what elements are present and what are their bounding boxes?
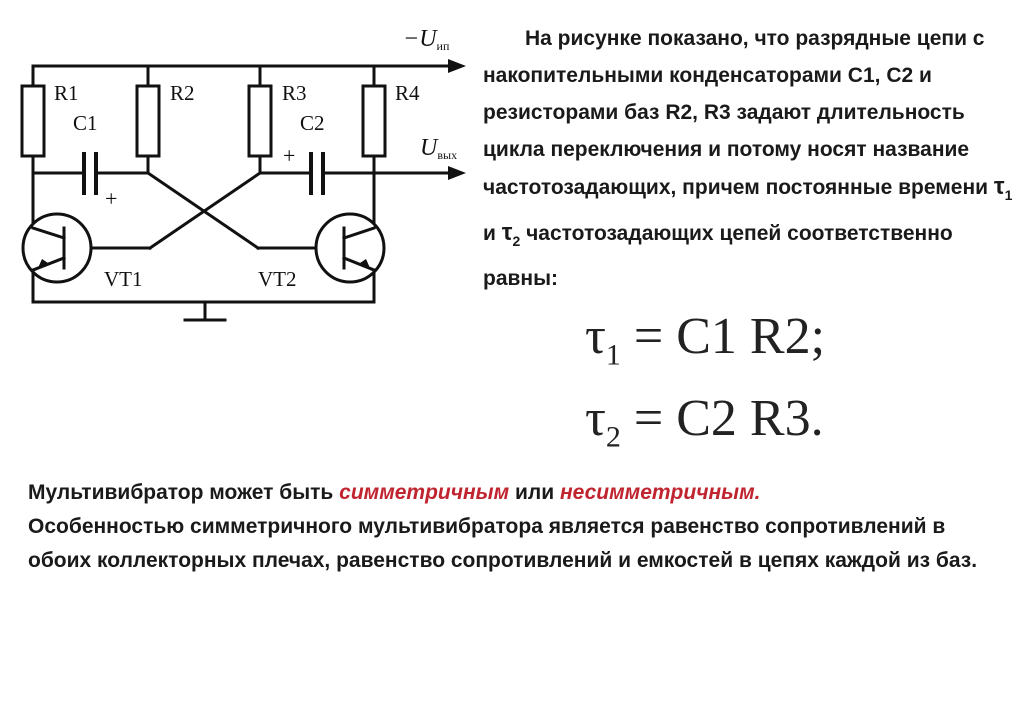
plus-c2: + [283,143,296,168]
label-r3: R3 [282,81,307,105]
label-c1: C1 [73,111,98,135]
resistor-r1 [22,86,44,156]
resistor-r3 [249,86,271,156]
formula-tau1: $\tau_1 = C1$ R2; [585,308,826,372]
term-asymmetric: несимметричным. [560,481,761,504]
supply-arrowhead [448,59,466,73]
intro-tail: частотозадающих цепей соответственно равны: [483,221,953,290]
label-r4: R4 [395,81,420,105]
body-paragraph: Мультивибратор может быть симметричным или несимметричным. Особенностью симметричного мультивибратора является равенство сопротивлений в обоих коллекторных плечах, равенство сопротивлений и емкостей в цепях каждой из баз. [28,481,978,572]
label-c2: C2 [300,111,325,135]
multivibrator-circuit-diagram [0,0,480,340]
label-output: Uвых [420,135,458,162]
intro-paragraph: На рисунке показано, что разрядные цепи с накопительными конденсаторами C1, C2 и резисторами баз R2, R3 задают длительность цикла переключения и потому носят название частотозадающих, причем постоянные времени $\tau_1$ и $\tau_2$ частотозадающих цепей соответственно равны: [483,27,1013,290]
term-symmetric: симметричным [339,481,510,504]
tau1-symbol: $\tau_1$ [993,173,1013,203]
intro-text: На рисунке показано, что разрядные цепи с накопительными конденсаторами C1, C2 и резисторами баз R2, R3 задают длительность цикла переключения и потому носят название частотозадающих, причем постоянные времени [483,27,994,199]
label-vt1: VT1 [104,267,143,291]
label-r2: R2 [170,81,195,105]
label-vt2: VT2 [258,267,297,291]
formula-tau2: $\tau_2 = C2$ R3. [585,390,824,454]
body-rest: Особенностью симметричного мультивибратора является равенство сопротивлений в обоих коллекторных плечах, равенство сопротивлений и емкостей в цепях каждой из баз. [28,515,978,572]
time-constant-formulas [585,305,825,470]
label-supply: −Uип [403,26,450,53]
label-r1: R1 [54,81,79,105]
output-arrowhead [448,166,466,180]
resistor-r2 [137,86,159,156]
tau2-symbol: $\tau_2$ [501,218,521,249]
plus-c1: + [105,186,118,211]
resistor-r4 [363,86,385,156]
